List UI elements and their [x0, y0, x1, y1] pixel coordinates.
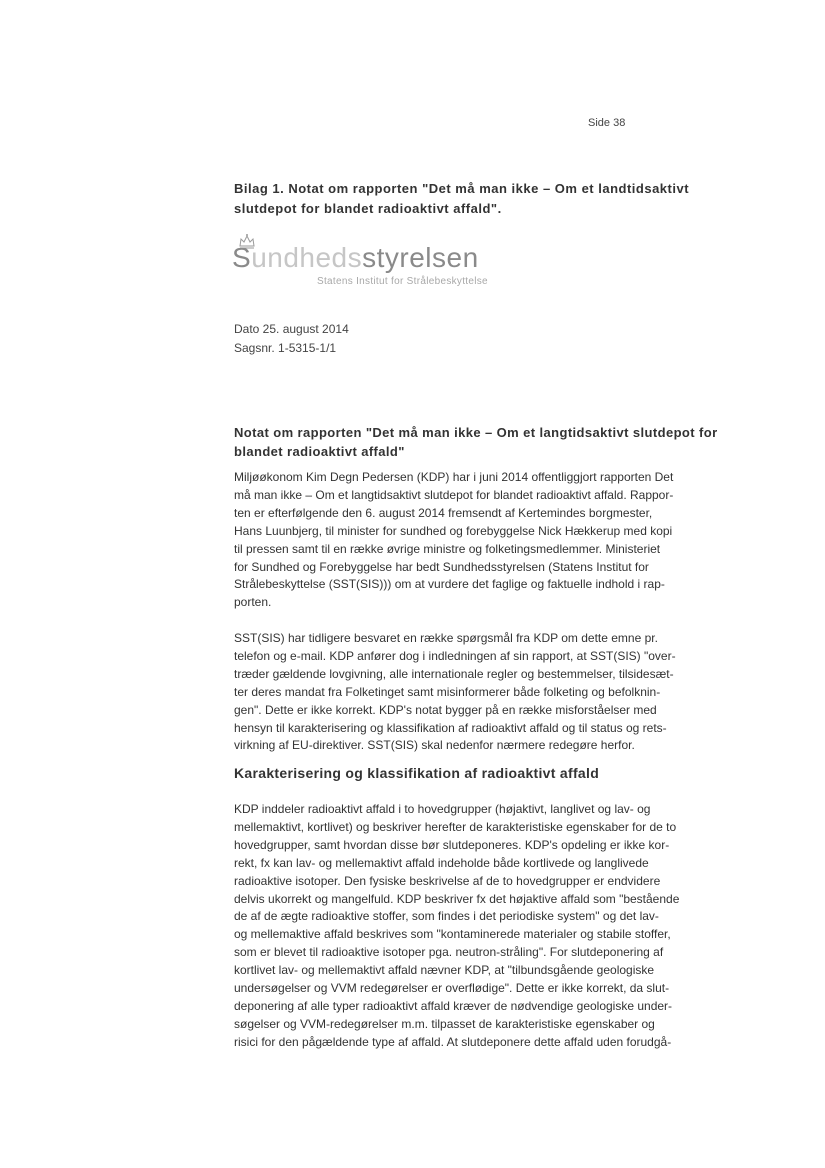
memo-title: Notat om rapporten "Det må man ikke – Om et langtidsaktivt slutdepot for blandet radioaktivt affald" — [234, 425, 718, 459]
paragraph-line: SST(SIS) har tidligere besvaret en række spørgsmål fra KDP om dette emne pr. — [234, 631, 658, 645]
paragraph-line: KDP inddeler radioaktivt affald i to hovedgrupper (højaktivt, langlivet og lav- og — [234, 802, 651, 816]
logo-wordmark-light: undheds — [251, 242, 363, 273]
paragraph-line: gen". Dette er ikke korrekt. KDP's notat bygger på en række misforståelser med — [234, 702, 657, 717]
paragraph-line: træder gældende lovgivning, alle internationale regler og bestemmelser, tilsidesæt- — [234, 666, 674, 681]
logo-subtitle: Statens Institut for Strålebeskyttelse — [317, 276, 488, 287]
paragraph-2 — [234, 630, 722, 755]
paragraph-line: Strålebeskyttelse (SST(SIS))) om at vurdere det faglige og faktuelle indhold i rap- — [234, 577, 665, 592]
paragraph-line: radioaktive isotoper. Den fysiske beskrivelse af de to hovedgrupper er endvidere — [234, 873, 661, 888]
paragraph-line: ten er efterfølgende den 6. august 2014 fremsendt af Kertemindes borgmester, — [234, 505, 653, 520]
sundhedsstyrelsen-logo — [232, 232, 532, 292]
paragraph-line: risici for den pågældende type af affald. At slutdeponere dette affald uden forudgå- — [234, 1034, 672, 1049]
paragraph-line: de af de ægte radioaktive stoffer, som findes i det periodiske system" og det lav- — [234, 909, 659, 924]
paragraph-line: Miljøøkonom Kim Degn Pedersen (KDP) har i juni 2014 offentliggjort rapporten Det — [234, 470, 674, 484]
paragraph-line: søgelser og VVM-redegørelser m.m. tilpasset de karakteristiske egenskaber og — [234, 1016, 655, 1031]
paragraph-line: telefon og e-mail. KDP anfører dog i indledningen af sin rapport, at SST(SIS) "over- — [234, 648, 676, 663]
case-number-line: Sagsnr. 1-5315-1/1 — [234, 341, 337, 355]
page-number: Side 38 — [588, 117, 626, 129]
annex-title: Bilag 1. Notat om rapporten "Det må man ikke – Om et landtidsaktivt slutdepot for blandet radioaktivt affald". — [234, 181, 690, 216]
paragraph-line: til pressen samt til en række øvrige ministre og folketingsmedlemmer. Ministeriet — [234, 541, 661, 556]
paragraph-line: deponering af alle typer radioaktivt affald kræver de nødvendige geologiske under- — [234, 998, 673, 1013]
paragraph-line: delvis ukorrekt og mangelfuld. KDP beskriver fx det højaktive affald som "bestående — [234, 891, 680, 906]
paragraph-1 — [234, 469, 722, 612]
paragraph-line: rekt, fx kan lav- og mellemaktivt affald indeholde både kortlivede og langlivede — [234, 855, 649, 870]
paragraph-line: hovedgrupper, samt hvordan disse bør slutdeponeres. KDP's opdeling er ikke kor- — [234, 837, 670, 852]
paragraph-line: må man ikke – Om et langtidsaktivt slutdepot for blandet radioaktivt affald. Rappor- — [234, 487, 674, 502]
paragraph-line: som er blevet til radioaktive isotoper pga. neutron-stråling". For slutdeponering af — [234, 945, 664, 960]
logo-wordmark-dark-1: S — [232, 242, 252, 273]
paragraph-line: for Sundhed og Forebyggelse har bedt Sundhedsstyrelsen (Statens Institut for — [234, 559, 649, 574]
section-heading: Karakterisering og klassifikation af radioaktivt affald — [234, 765, 600, 781]
logo-wordmark-dark-2: styrelsen — [362, 242, 479, 273]
paragraph-line: og mellemaktive affald beskrives som "kontaminerede materialer og stabile stoffer, — [234, 927, 671, 942]
paragraph-3 — [234, 801, 722, 1052]
paragraph-line: ter deres mandat fra Folketinget samt misinformerer både folketing og befolknin- — [234, 684, 661, 699]
paragraph-line: kortlivet lav- og mellemaktivt affald nævner KDP, at "tilbundsgående geologiske — [234, 963, 655, 978]
paragraph-line: porten. — [234, 595, 272, 610]
paragraph-line: Hans Luunbjerg, til minister for sundhed og forebyggelse Nick Hækkerup med kopi — [234, 523, 673, 538]
paragraph-line: hensyn til karakterisering og klassifikation af radioaktivt affald og til status og rets- — [234, 720, 667, 735]
paragraph-line: mellemaktivt, kortlivet) og beskriver herefter de karakteristiske egenskaber for de to — [234, 819, 677, 834]
date-line: Dato 25. august 2014 — [234, 322, 349, 336]
paragraph-line: virkning af EU-direktiver. SST(SIS) skal nedenfor nærmere redegøre herfor. — [234, 738, 635, 753]
paragraph-line: undersøgelser og VVM redegørelser er overflødige". Dette er ikke korrekt, da slut- — [234, 981, 670, 996]
logo-wordmark — [232, 242, 479, 274]
